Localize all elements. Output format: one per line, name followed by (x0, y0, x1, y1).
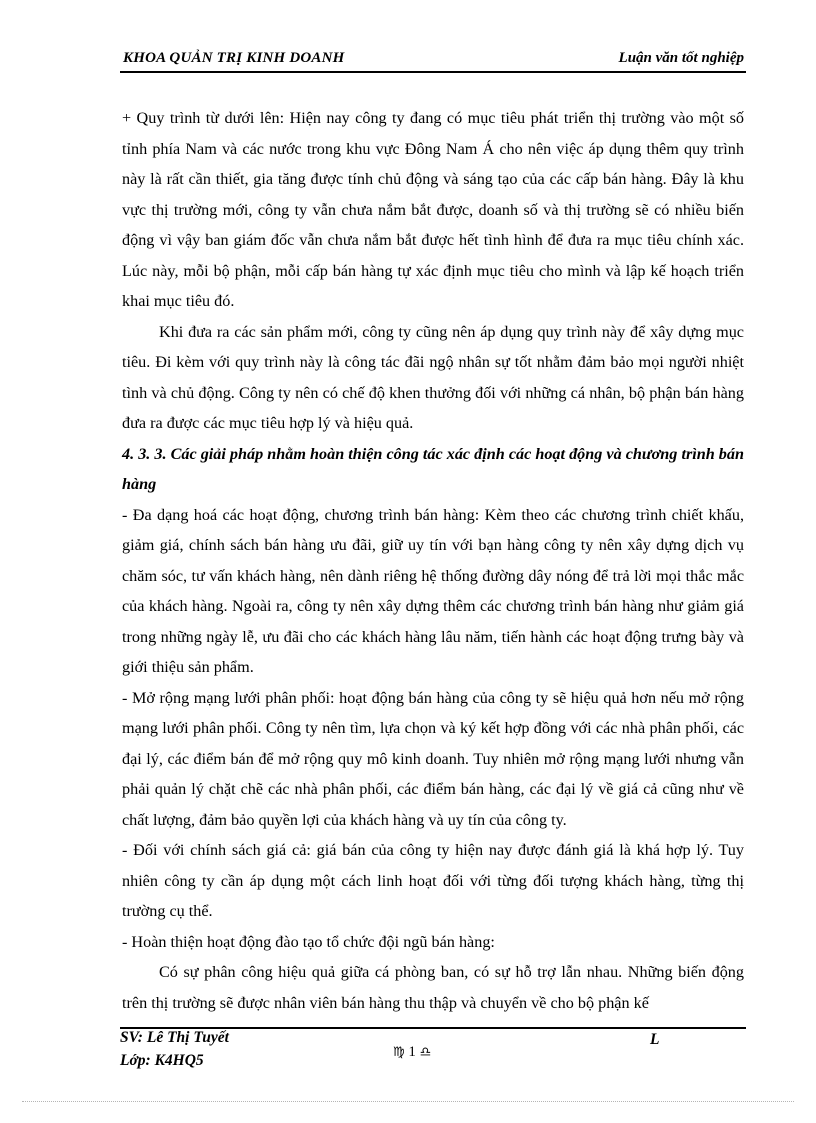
section-heading-4-3-3: 4. 3. 3. Các giải pháp nhằm hoàn thiện công tác xác định các hoạt động và chương trình bán hàng (122, 444, 744, 493)
libra-icon: ♎ (419, 1045, 432, 1060)
faculty-title: KHOA QUẢN TRỊ KINH DOANH (123, 50, 345, 66)
paragraph-sales-training: - Hoàn thiện hoạt động đào tạo tổ chức đội ngũ bán hàng: (122, 932, 495, 951)
page-break-line (22, 1101, 794, 1102)
page-number (393, 1044, 431, 1061)
page-header (120, 47, 746, 73)
footer-mark: L (650, 1031, 660, 1048)
document-type: Luận văn tốt nghiệp (618, 50, 744, 66)
student-class: Lớp: K4HQ5 (120, 1052, 204, 1069)
page-number-value: 1 (408, 1044, 416, 1060)
paragraph-pricing-policy: - Đối với chính sách giá cả: giá bán của công ty hiện nay được đánh giá là khá hợp lý. Tuy nhiên công ty cần áp dụng một cách linh hoạt đối với từng đối tượng khách hàng, từng thị trường cụ thể. (122, 841, 744, 920)
paragraph-diversify-programs: - Đa dạng hoá các hoạt động, chương trình bán hàng: Kèm theo các chương trình chiết khấu, giảm giá, chính sách bán hàng ưu đãi, giữ uy tín với bạn hàng công ty nên xây dựng dịch vụ chăm sóc, tư vấn khách hàng, nên dành riêng hệ thống đường dây nóng để trả lời mọi thắc mắc của khách hàng. Ngoài ra, công ty nên xây dựng thêm các chương trình bán hàng như giảm giá trong những ngày lễ, ưu đãi cho các khách hàng lâu năm, tiến hành các hoạt động trưng bày và giới thiệu sản phẩm. (122, 505, 744, 676)
paragraph-distribution-network: - Mở rộng mạng lưới phân phối: hoạt động bán hàng của công ty sẽ hiệu quả hơn nếu mở rộng mạng lưới phân phối. Công ty nên tìm, lựa chọn và ký kết hợp đồng với các nhà phân phối, các đại lý, các điểm bán để mở rộng quy mô kinh doanh. Tuy nhiên mở rộng mạng lưới nhưng vẫn phải quản lý chặt chẽ các nhà phân phối, các điểm bán hàng, các đại lý về giá cả cũng như về chất lượng, đảm bảo quyền lợi của khách hàng và uy tín của công ty. (122, 688, 744, 829)
student-name: SV: Lê Thị Tuyết (120, 1029, 229, 1046)
paragraph-new-products: Khi đưa ra các sản phẩm mới, công ty cũng nên áp dụng quy trình này để xây dựng mục tiêu. Đi kèm với quy trình này là công tác đãi ngộ nhân sự tốt nhằm đảm bảo mọi người nhiệt tình và chủ động. Công ty nên có chế độ khen thưởng đối với những cá nhân, bộ phận bán hàng đưa ra được các mục tiêu hợp lý và hiệu quả. (122, 322, 744, 432)
paragraph-department-coordination: Có sự phân công hiệu quả giữa cá phòng ban, có sự hỗ trợ lẫn nhau. Những biến động trên thị trường sẽ được nhân viên bán hàng thu thập và chuyển về cho bộ phận kế (122, 963, 744, 1012)
document-body (122, 103, 744, 1018)
paragraph-bottom-up-process: + Quy trình từ dưới lên: Hiện nay công ty đang có mục tiêu phát triển thị trường vào một số tỉnh phía Nam và các nước trong khu vực Đông Nam Á cho nên việc áp dụng thêm quy trình này là rất cần thiết, gia tăng được tính chủ động và sáng tạo của các cấp bán hàng. Đây là khu vực thị trường mới, công ty vẫn chưa nắm bắt được, doanh số và thị trường sẽ có nhiều biến động vì vậy ban giám đốc vẫn chưa nắm bắt được hết tình hình để đưa ra mục tiêu chính xác. Lúc này, mỗi bộ phận, mỗi cấp bán hàng tự xác định mục tiêu cho mình và lập kế hoạch triển khai mục tiêu đó. (122, 109, 744, 310)
virgo-icon: ♍ (393, 1045, 405, 1060)
